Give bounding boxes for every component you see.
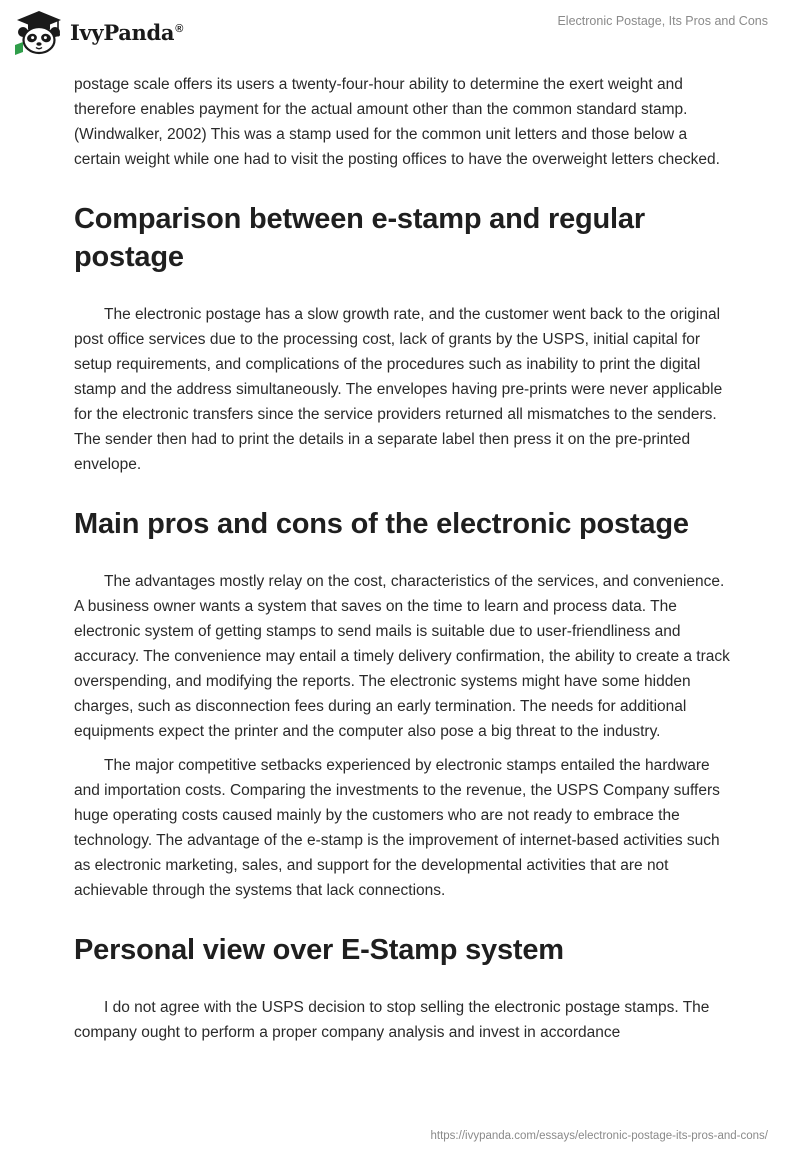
ivypanda-logo[interactable] bbox=[14, 8, 183, 56]
comparison-paragraph: The electronic postage has a slow growth rate, and the customer went back to the original post office services due to the processing cost, lack of grants by the USPS, initial capital for setup requirements, and complications of the procedures such as inability to print the digital stamp and the address simultaneously. The envelopes having pre-prints were never applicable for the electronic transfers since the service providers returned all mismatches to the senders. The sender then had to print the details in a separate label then press it on the pre-printed envelope. bbox=[74, 306, 723, 473]
registered-mark: ® bbox=[175, 22, 184, 35]
pros-cons-paragraph-2: The major competitive setbacks experienced by electronic stamps entailed the hardware and importation costs. Comparing the investments to the revenue, the USPS Company suffers huge operating costs caused mainly by the customers who are not ready to embrace the technology. The advantage of the e-stamp is the improvement of internet-based activities such as electronic marketing, sales, and support for the developmental activities that are not achievable through the systems that lack connections. bbox=[74, 757, 720, 899]
section-heading-comparison: Comparison between e-stamp and regular postage bbox=[74, 203, 645, 273]
section-heading-pros-cons: Main pros and cons of the electronic postage bbox=[74, 508, 689, 540]
pros-cons-paragraph-1: The advantages mostly relay on the cost, characteristics of the services, and convenience. A business owner wants a system that saves on the time to learn and process data. The electronic system of getting stamps to send mails is suitable due to user-friendliness and accuracy. The convenience may entail a timely delivery confirmation, the ability to create a track overspending, and modifying the reports. The electronic systems might have some hidden charges, such as disconnection fees during an early termination. The needs for additional equipments expect the printer and the computer also pose a big threat to the industry. bbox=[74, 573, 730, 740]
source-url[interactable]: https://ivypanda.com/essays/electronic-postage-its-pros-and-cons/ bbox=[430, 1130, 768, 1142]
brand-name: IvyPanda® bbox=[70, 19, 184, 45]
page-header bbox=[0, 0, 800, 62]
intro-paragraph: postage scale offers its users a twenty-four-hour ability to determine the exert weight and therefore enables payment for the actual amount other than the common standard stamp. (Windwalker, 2002) This was a stamp used for the common unit letters and those below a certain weight while one had to visit the posting offices to have the overweight letters checked. bbox=[74, 76, 720, 168]
section-heading-personal-view: Personal view over E-Stamp system bbox=[74, 934, 564, 966]
panda-graduate-icon bbox=[14, 9, 64, 55]
personal-view-paragraph: I do not agree with the USPS decision to stop selling the electronic postage stamps. The company ought to perform a proper company analysis and invest in accordance bbox=[74, 999, 710, 1041]
document-title: Electronic Postage, Its Pros and Cons bbox=[557, 14, 768, 28]
essay-content bbox=[74, 72, 734, 1045]
